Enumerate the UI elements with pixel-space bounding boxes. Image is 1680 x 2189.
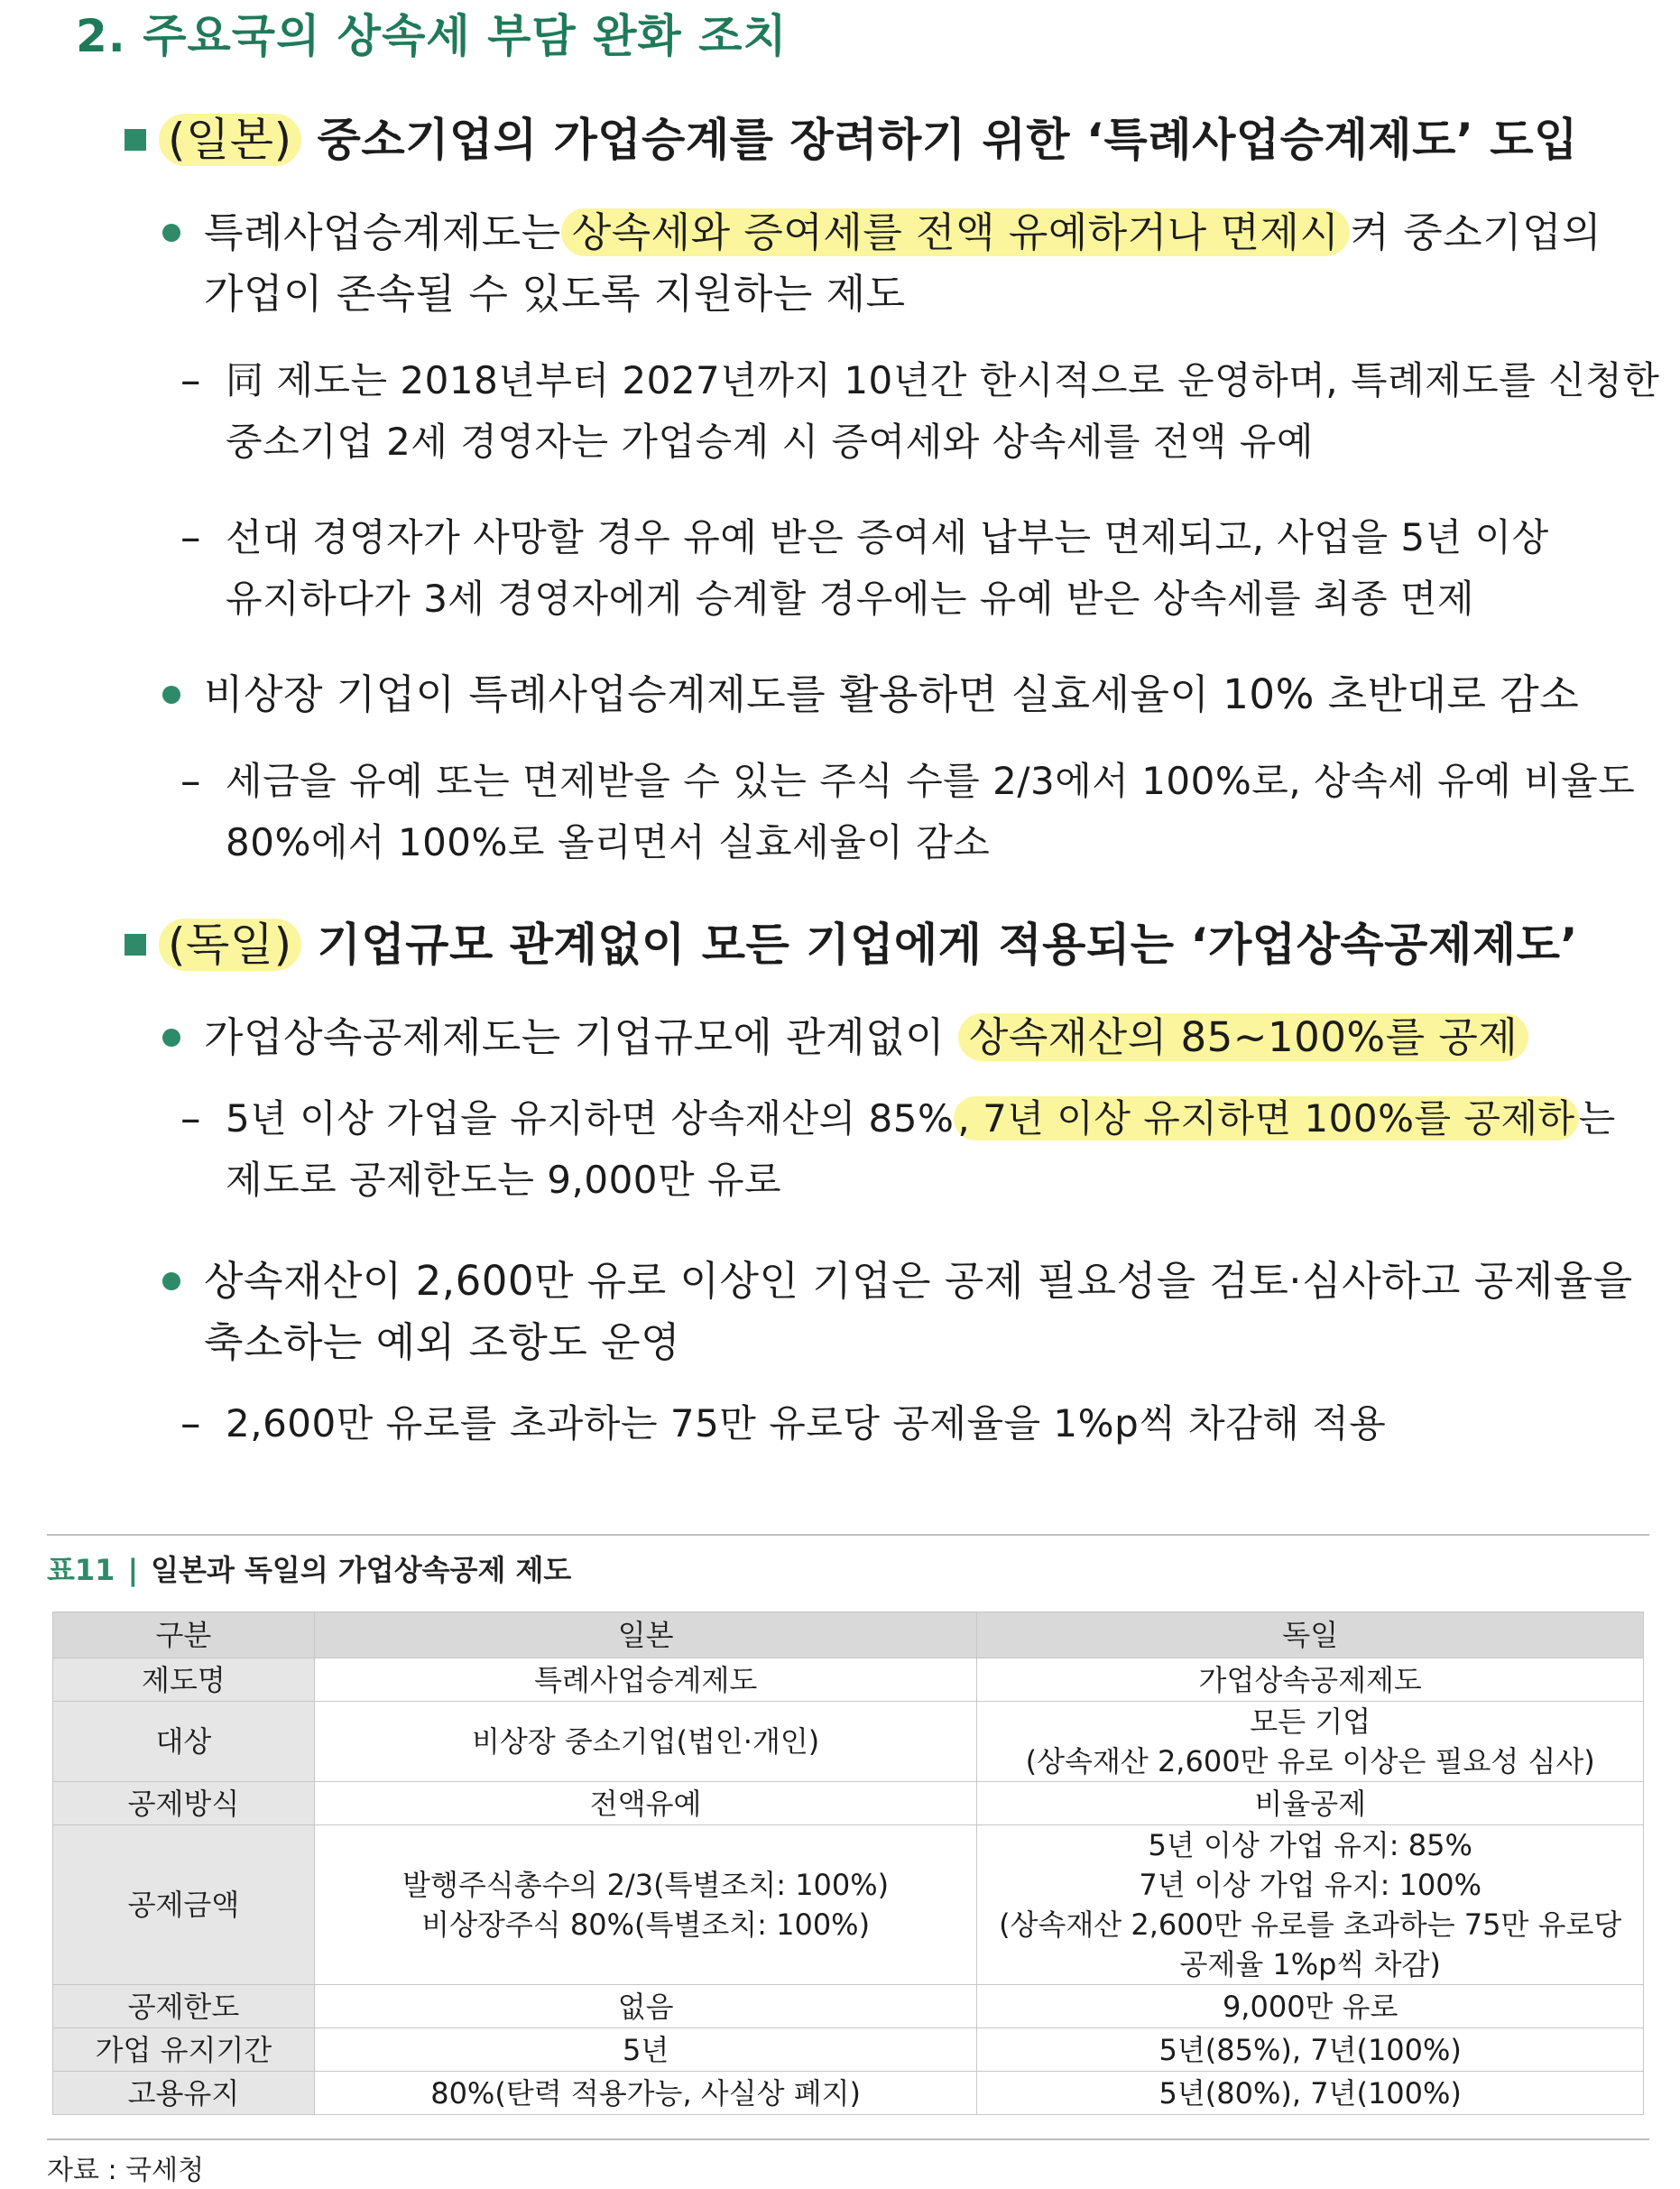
highlighted-text: 상속세와 증여세를 전액 유예하거나 면제시 xyxy=(561,208,1351,256)
table-title: 일본과 독일의 가업상속공제 제도 xyxy=(151,1553,572,1587)
text-run: 5년 이상 가업을 유지하면 상속재산의 85% xyxy=(226,1096,955,1141)
japan-cell: 80%(탄력 적용가능, 사실상 폐지) xyxy=(314,2072,977,2115)
caption-top-rule xyxy=(47,1534,1649,1536)
japan-bullet-1-line-1 xyxy=(204,206,1602,260)
section-heading: 2. 주요국의 상속세 부담 완화 조치 xyxy=(76,10,788,62)
germany-dash-1-line-1 xyxy=(226,1092,1616,1146)
square-bullet-icon xyxy=(125,934,146,956)
cell-line: (상속재산 2,600만 유로 이상은 필요성 심사) xyxy=(1025,1744,1595,1778)
japan-cell: 없음 xyxy=(314,1985,977,2028)
germany-cell xyxy=(977,1825,1644,1985)
text-run: 는 xyxy=(1578,1096,1616,1141)
japan-dash-1-line-1: 同 제도는 2018년부터 2027년까지 10년간 한시적으로 운영하며, 특례제도를 신청한 xyxy=(226,358,1660,402)
japan-dash-2-line-1: 선대 경영자가 사망할 경우 유예 받은 증여세 납부는 면제되고, 사업을 5년 이상 xyxy=(226,515,1549,559)
japan-dash-2-line-2: 유지하다가 3세 경영자에게 승계할 경우에는 유예 받은 상속세를 최종 면제 xyxy=(226,577,1475,621)
row-label: 제도명 xyxy=(53,1658,315,1702)
cell-line: (상속재산 2,600만 유로를 초과하는 75만 유로당 xyxy=(999,1907,1622,1942)
japan-bullet-1-line-2: 가업이 존속될 수 있도록 지원하는 제도 xyxy=(204,270,906,318)
table-row xyxy=(53,2072,1644,2115)
japan-cell: 전액유예 xyxy=(314,1782,977,1825)
cell-line: 공제율 1%p씩 차감) xyxy=(1179,1947,1441,1981)
japan-section-title xyxy=(159,108,1578,171)
circle-bullet-icon xyxy=(162,686,180,704)
dash-bullet: – xyxy=(180,1094,201,1142)
circle-bullet-icon xyxy=(162,1029,180,1047)
header-category: 구분 xyxy=(53,1612,315,1658)
table-number: 표11 xyxy=(47,1553,115,1587)
germany-dash-1-line-2: 제도로 공제한도는 9,000만 유로 xyxy=(226,1158,782,1202)
source-note: 자료 : 국세청 xyxy=(47,2155,205,2186)
cell-line: 5년 이상 가업 유지: 85% xyxy=(1148,1828,1472,1862)
row-label: 가업 유지기간 xyxy=(53,2028,315,2072)
table-header-row xyxy=(53,1612,1644,1658)
dash-bullet: – xyxy=(180,757,201,805)
germany-bullet-1 xyxy=(204,1011,1528,1065)
germany-cell xyxy=(977,1702,1644,1782)
table-row xyxy=(53,1658,1644,1702)
dash-bullet: – xyxy=(180,1399,201,1447)
table-bottom-rule xyxy=(47,2138,1649,2140)
japan-dash-3-line-1: 세금을 유예 또는 면제받을 수 있는 주식 수를 2/3에서 100%로, 상속세 유예 비율도 xyxy=(226,759,1636,803)
text-run: 가업상속공제제도는 기업규모에 관계없이 xyxy=(204,1013,946,1061)
germany-cell: 5년(85%), 7년(100%) xyxy=(977,2028,1644,2072)
germany-cell: 9,000만 유로 xyxy=(977,1985,1644,2028)
highlighted-text: 상속재산의 85~100%를 공제 xyxy=(958,1013,1529,1061)
germany-title: 기업규모 관계없이 모든 기업에게 적용되는 ‘가업상속공제제도’ xyxy=(317,919,1578,971)
row-label: 대상 xyxy=(53,1702,315,1782)
caption-separator: | xyxy=(127,1553,139,1587)
germany-cell: 5년(80%), 7년(100%) xyxy=(977,2072,1644,2115)
germany-section-title xyxy=(159,913,1578,976)
header-japan: 일본 xyxy=(314,1612,977,1658)
germany-cell: 비율공제 xyxy=(977,1782,1644,1825)
table-row xyxy=(53,1985,1644,2028)
circle-bullet-icon xyxy=(162,1272,180,1290)
text-run: 켜 중소기업의 xyxy=(1350,208,1602,256)
cell-line: 7년 이상 가업 유지: 100% xyxy=(1139,1868,1482,1902)
header-germany: 독일 xyxy=(977,1612,1644,1658)
cell-line: 발행주식총수의 2/3(특별조치: 100%) xyxy=(402,1868,890,1902)
row-label: 공제한도 xyxy=(53,1985,315,2028)
table-row xyxy=(53,1702,1644,1782)
japan-cell: 비상장 중소기업(법인·개인) xyxy=(314,1702,977,1782)
japan-title: 중소기업의 가업승계를 장려하기 위한 ‘특례사업승계제도’ 도입 xyxy=(317,114,1578,166)
germany-bullet-2-line-2: 축소하는 예외 조항도 운영 xyxy=(204,1318,681,1366)
table-row xyxy=(53,2028,1644,2072)
japan-cell: 특례사업승계제도 xyxy=(314,1658,977,1702)
japan-cell xyxy=(314,1825,977,1985)
germany-tag: (독일) xyxy=(159,919,301,971)
row-label: 고용유지 xyxy=(53,2072,315,2115)
germany-bullet-2-line-1: 상속재산이 2,600만 유로 이상인 기업은 공제 필요성을 검토·심사하고 공제율을 xyxy=(204,1257,1633,1305)
germany-dash-2: 2,600만 유로를 초과하는 75만 유로당 공제율을 1%p씩 차감해 적용 xyxy=(226,1401,1387,1445)
dash-bullet: – xyxy=(180,356,201,404)
table-row xyxy=(53,1782,1644,1825)
dash-bullet: – xyxy=(180,513,201,561)
table-caption xyxy=(47,1543,571,1597)
comparison-table xyxy=(52,1612,1644,2115)
japan-cell: 5년 xyxy=(314,2028,977,2072)
japan-tag: (일본) xyxy=(159,114,301,166)
japan-dash-3-line-2: 80%에서 100%로 올리면서 실효세율이 감소 xyxy=(226,820,991,864)
japan-dash-1-line-2: 중소기업 2세 경영자는 가업승계 시 증여세와 상속세를 전액 유예 xyxy=(226,420,1314,464)
square-bullet-icon xyxy=(125,129,146,151)
cell-line: 비상장주식 80%(특별조치: 100%) xyxy=(421,1907,871,1942)
japan-bullet-2: 비상장 기업이 특례사업승계제도를 활용하면 실효세율이 10% 초반대로 감소 xyxy=(204,670,1580,718)
cell-line: 모든 기업 xyxy=(1250,1704,1371,1739)
germany-cell: 가업상속공제제도 xyxy=(977,1658,1644,1702)
row-label: 공제방식 xyxy=(53,1782,315,1825)
highlighted-text: , 7년 이상 유지하면 100%를 공제하 xyxy=(954,1096,1578,1141)
table-row xyxy=(53,1825,1644,1985)
circle-bullet-icon xyxy=(162,224,180,242)
row-label: 공제금액 xyxy=(53,1825,315,1985)
text-run: 특례사업승계제도는 xyxy=(204,208,561,256)
